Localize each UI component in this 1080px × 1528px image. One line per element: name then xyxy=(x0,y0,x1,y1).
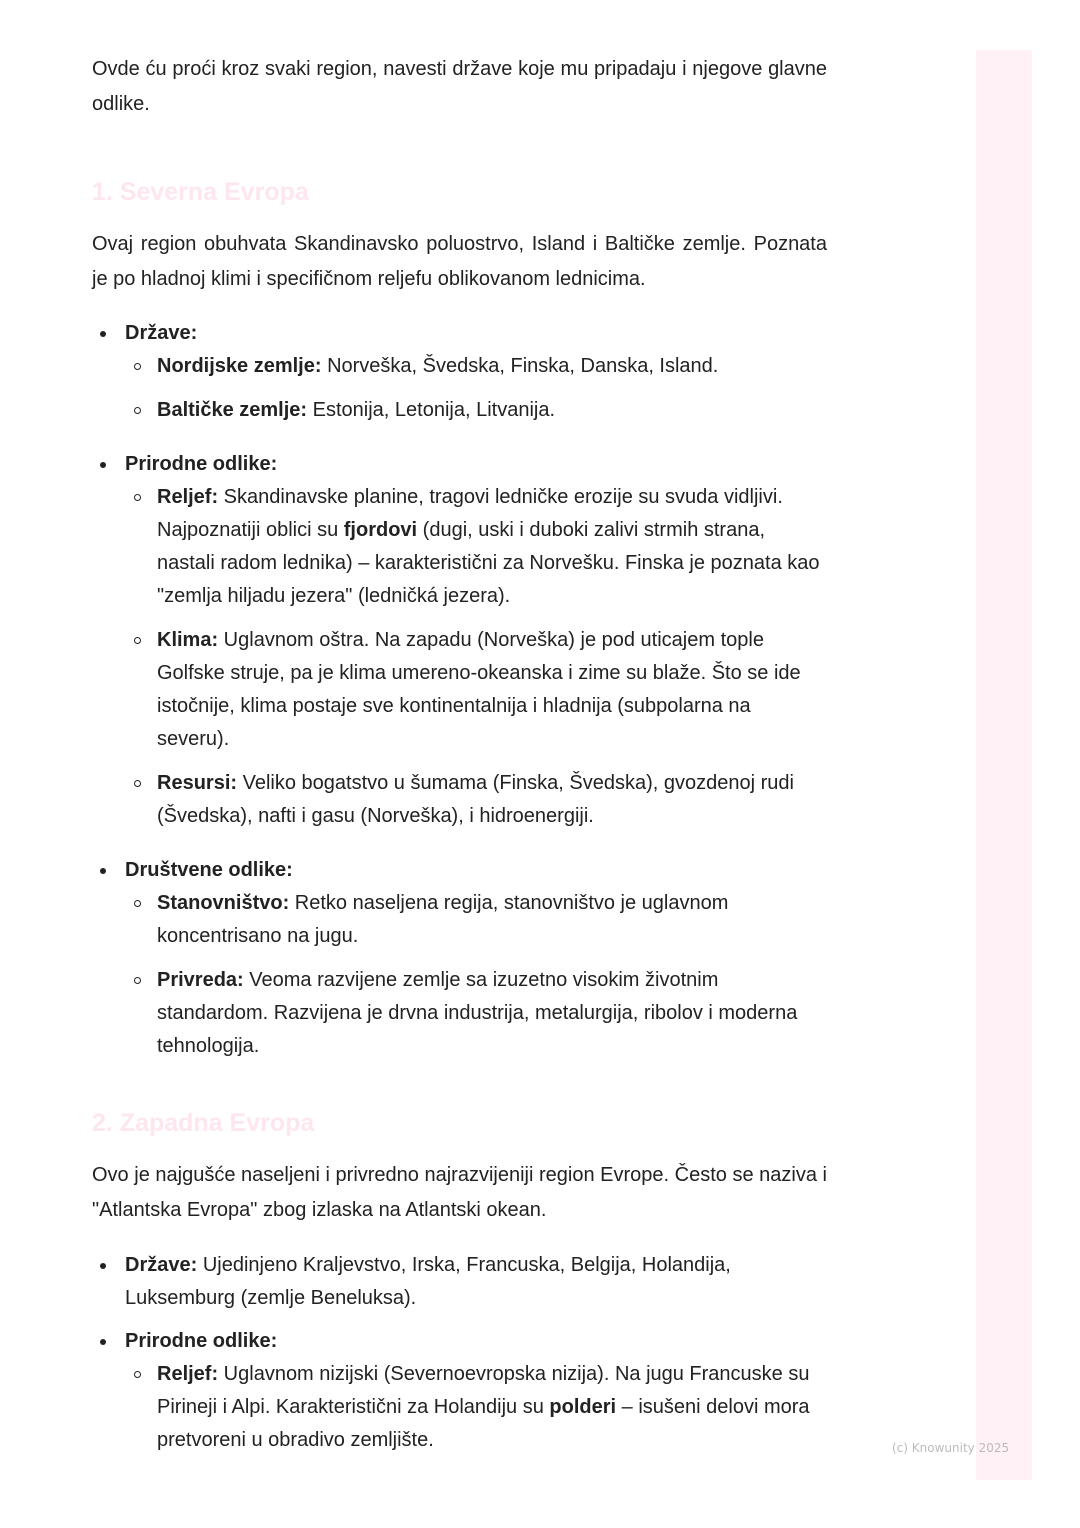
list-item-label: Prirodne odlike: xyxy=(125,1330,278,1352)
list-item-label: Države: xyxy=(125,322,198,344)
list-item-prirodne-odlike xyxy=(92,448,827,833)
sublist-item-label: Reljef: xyxy=(157,486,219,508)
sidebar-strip xyxy=(976,50,1032,1480)
term-polderi: polderi xyxy=(549,1396,617,1418)
sublist-item-label: Privreda: xyxy=(157,969,244,991)
sublist-item-nordijske xyxy=(125,350,827,383)
sublist-item-label: Baltičke zemlje: xyxy=(157,399,308,421)
sublist-item-text: Uglavnom nizijski (Severnoevropska nizija). Na jugu Francuske su Pirineji i Alpi. Karakteristični za Holandiju su xyxy=(157,1363,810,1418)
copyright-watermark: (c) Knowunity 2025 xyxy=(892,1441,1010,1455)
list-item-drustvene-odlike xyxy=(92,854,827,1063)
sublist-prirodne-odlike xyxy=(125,1358,827,1457)
sublist-item-label: Klima: xyxy=(157,629,219,651)
sublist-item-resursi xyxy=(125,767,827,833)
list-item-label: Države: xyxy=(125,1254,198,1276)
list-item-drzave xyxy=(92,317,827,427)
sublist-drzave xyxy=(125,350,827,427)
sublist-item-label: Stanovništvo: xyxy=(157,892,290,914)
section-heading-severna-evropa: 1. Severna Evropa xyxy=(92,178,309,206)
sublist-item-text: Uglavnom oštra. Na zapadu (Norveška) je pod uticajem tople Golfske struje, pa je klima umereno-okeanska i zime su blaže. Što se ide istočnije, klima postaje sve kontinentalnija i hladnija (subpolarna na severu). xyxy=(157,629,801,750)
section1-list xyxy=(92,317,827,1063)
sublist-item-balticke xyxy=(125,394,827,427)
sublist-item-reljef xyxy=(125,1358,827,1457)
list-item-drzave xyxy=(92,1249,827,1315)
sublist-item-reljef xyxy=(125,481,827,613)
list-item-label: Prirodne odlike: xyxy=(125,453,278,475)
sublist-item-text: Estonija, Letonija, Litvanija. xyxy=(307,399,556,421)
sublist-item-klima xyxy=(125,624,827,756)
sublist-item-text: – isušeni delovi mora pretvoreni u obradivo zemljište. xyxy=(157,1396,810,1451)
sublist-item-text: Retko naseljena regija, stanovništvo je uglavnom koncentrisano na jugu. xyxy=(157,892,729,947)
sublist-drustvene-odlike xyxy=(125,887,827,1063)
section1-intro-paragraph: Ovaj region obuhvata Skandinavsko poluostrvo, Island i Baltičke zemlje. Poznata je po hladnoj klimi i specifičnom reljefu oblikovanom lednicima. xyxy=(92,233,827,290)
section2-intro-paragraph: Ovo je najgušće naseljeni i privredno najrazvijeniji region Evrope. Često se naziva i "Atlantska Evropa" zbog izlaska na Atlantski okean. xyxy=(92,1164,827,1221)
term-fjordovi: fjordovi xyxy=(343,519,418,541)
sublist-item-label: Resursi: xyxy=(157,772,238,794)
sublist-item-text: Skandinavske planine, tragovi ledničke erozije su svuda vidljivi. Najpoznatiji oblici su xyxy=(157,486,783,541)
sublist-item-stanovnistvo xyxy=(125,887,827,953)
sublist-prirodne-odlike xyxy=(125,481,827,833)
sublist-item-text: Veoma razvijene zemlje sa izuzetno visokim životnim standardom. Razvijena je drvna industrija, metalurgija, ribolov i moderna tehnologija. xyxy=(157,969,798,1057)
intro-paragraph: Ovde ću proći kroz svaki region, navesti države koje mu pripadaju i njegove glavne odlike. xyxy=(92,58,827,115)
list-item-text: Ujedinjeno Kraljevstvo, Irska, Francuska, Belgija, Holandija, Luksemburg (zemlje Beneluksa). xyxy=(125,1254,731,1309)
sublist-item-text: Norveška, Švedska, Finska, Danska, Island. xyxy=(321,355,719,377)
section2-list xyxy=(92,1249,827,1457)
sublist-item-text: (dugi, uski i duboki zalivi strmih strana, nastali radom lednika) – karakteristični za Norvešku. Finska je poznata kao "zemlja hiljadu jezera" (ledničká jezera). xyxy=(157,519,820,607)
list-item-prirodne-odlike xyxy=(92,1325,827,1457)
sublist-item-label: Nordijske zemlje: xyxy=(157,355,322,377)
section-heading-zapadna-evropa: 2. Zapadna Evropa xyxy=(92,1109,315,1137)
list-item-label: Društvene odlike: xyxy=(125,859,293,881)
sublist-item-privreda xyxy=(125,964,827,1063)
sublist-item-label: Reljef: xyxy=(157,1363,219,1385)
document-content xyxy=(92,52,827,1457)
sublist-item-text: Veliko bogatstvo u šumama (Finska, Švedska), gvozdenoj rudi (Švedska), nafti i gasu (Norveška), i hidroenergiji. xyxy=(157,772,794,827)
